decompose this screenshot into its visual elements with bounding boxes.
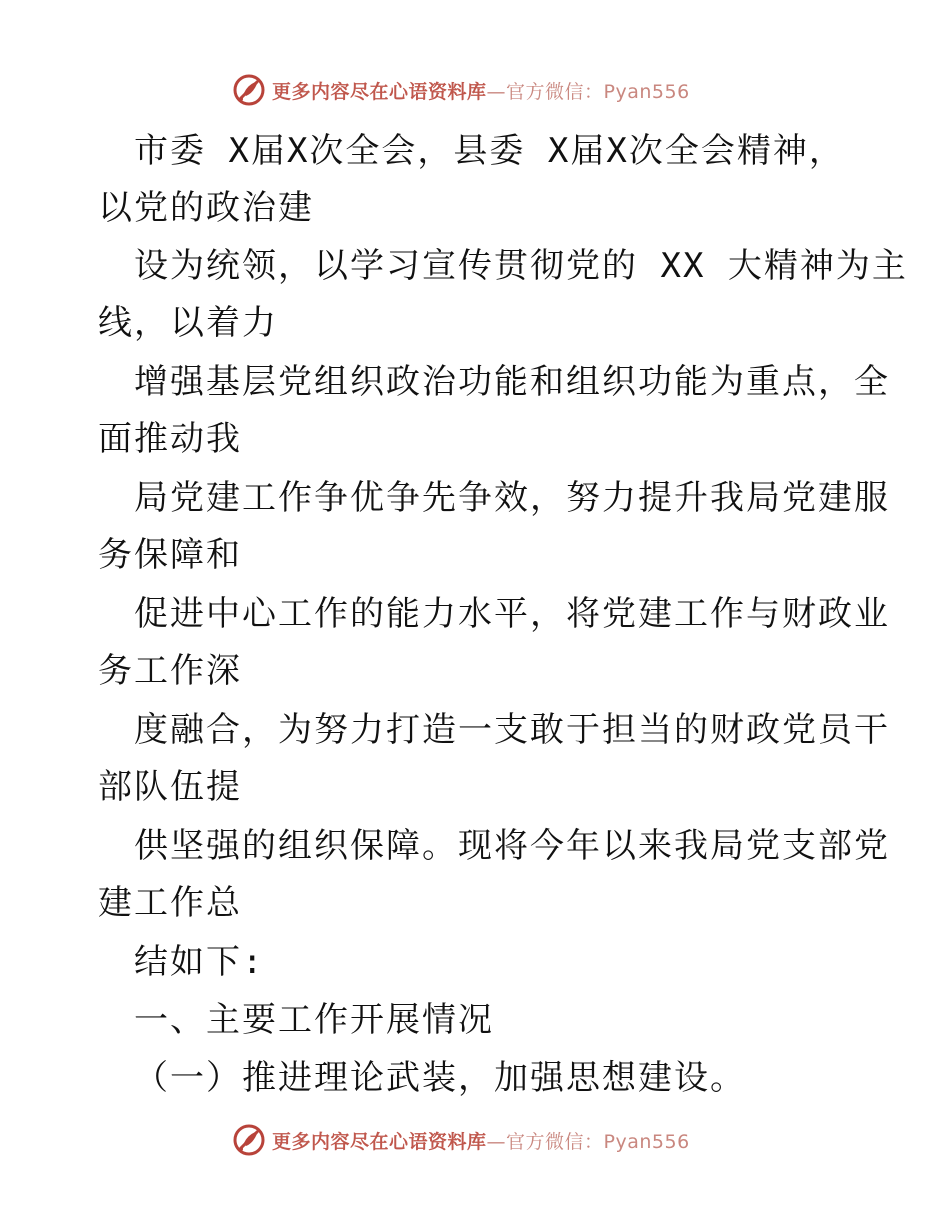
footer-watermark xyxy=(232,1122,690,1158)
section-heading: 一、主要工作开展情况 xyxy=(134,1000,494,1040)
watermark-contact: —官方微信：Pyan556 xyxy=(486,1130,690,1153)
text-line: 建工作总 xyxy=(98,883,242,923)
text-line: 面推动我 xyxy=(98,419,242,459)
text-line: 以党的政治建 xyxy=(98,188,314,228)
subsection-heading: （一）推进理论武装，加强思想建设。 xyxy=(134,1058,746,1098)
text-line: 线，以着力 xyxy=(98,303,278,343)
watermark-brand: 更多内容尽在心语资料库 xyxy=(272,1130,487,1153)
text-line: 务工作深 xyxy=(98,651,242,691)
watermark-text xyxy=(272,1127,690,1154)
text-line: 度融合，为努力打造一支敢于担当的财政党员干 xyxy=(134,710,890,750)
watermark-brand: 更多内容尽在心语资料库 xyxy=(272,80,487,103)
text-line: 结如下: xyxy=(134,942,265,982)
watermark-contact: —官方微信：Pyan556 xyxy=(486,80,690,103)
text-line: 增强基层党组织政治功能和组织功能为重点，全 xyxy=(134,362,890,402)
text-line: 务保障和 xyxy=(98,535,242,575)
text-line: 局党建工作争优争先争效，努力提升我局党建服 xyxy=(134,478,890,518)
text-line: 促进中心工作的能力水平，将党建工作与财政业 xyxy=(134,594,890,634)
quill-seal-icon xyxy=(232,1123,266,1157)
text-line: 部队伍提 xyxy=(98,767,242,807)
text-line: 市委 X届X次全会，县委 X届X次全会精神， xyxy=(134,131,845,171)
text-line: 供坚强的组织保障。现将今年以来我局党支部党 xyxy=(134,826,890,866)
text-line: 设为统领，以学习宣传贯彻党的 XX 大精神为主 xyxy=(134,246,908,286)
